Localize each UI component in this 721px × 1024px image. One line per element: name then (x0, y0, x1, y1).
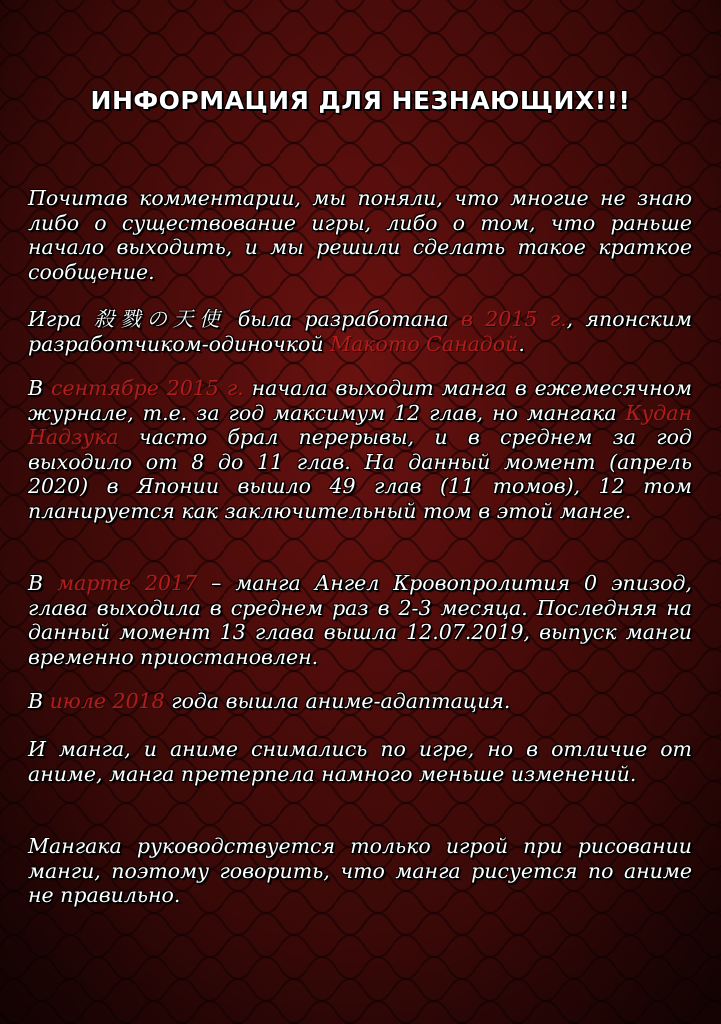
text-segment: Игра 殺戮の天使 была разработана (28, 307, 461, 331)
highlight-developer: Макото Санадой (330, 331, 519, 356)
paragraph-manga (28, 376, 692, 523)
text-segment: , японским разработчиком-одиночкой (28, 307, 692, 356)
paragraph-anime (28, 689, 692, 714)
paragraph-game (28, 307, 692, 356)
text-segment: . (518, 331, 525, 356)
paragraph-source (28, 834, 692, 908)
page-title: ИНФОРМАЦИЯ ДЛЯ НЕЗНАЮЩИХ!!! (90, 86, 631, 115)
paragraph-text: И манга, и аниме снимались по игре, но в отличие от аниме, манга претерпела намного меньше изменений. (28, 737, 692, 786)
highlight-year: в 2015 г. (460, 307, 567, 331)
paragraph-differences (28, 737, 692, 786)
highlight-mangaka: Кудан Надзука (28, 400, 692, 449)
text-segment: часто брал перерывы, и в среднем за год выходило от 8 до 11 глав. На данный момент (апрель 2020) в Японии вышло 49 глав (11 томов), 12 том планируется как заключительный том в этой манге. (28, 425, 692, 523)
highlight-date: июле 2018 (49, 689, 165, 713)
text-segment: В (28, 571, 58, 595)
paragraph-text: Почитав комментарии, мы поняли, что многие не знаю либо о существование игры, либо о том, что раньше начало выходить, и мы решили сделать такое краткое сообщение. (28, 186, 692, 284)
highlight-date: марте 2017 (57, 571, 198, 595)
text-segment: В (28, 689, 50, 713)
text-segment: года вышла аниме-адаптация. (164, 689, 511, 713)
text-segment: – манга Ангел Кровопролития 0 эпизод, глава выходила в среднем раз в 2-3 месяца. Последняя на данный момент 13 глава вышла 12.07.2019, выпуск манги временно приостановлен. (28, 571, 692, 669)
text-segment: начала выходит манга в ежемесячном журнале, т.е. за год максимум 12 глав, но мангака (28, 376, 692, 425)
text-segment: В (28, 376, 51, 400)
paragraph-episode-zero (28, 571, 692, 669)
paragraph-text: Мангака руководствуется только игрой при рисовании манги, поэтому говорить, что манга рисуется по аниме не правильно. (28, 834, 692, 907)
paragraph-intro (28, 186, 692, 284)
highlight-date: сентябре 2015 г. (50, 376, 244, 400)
